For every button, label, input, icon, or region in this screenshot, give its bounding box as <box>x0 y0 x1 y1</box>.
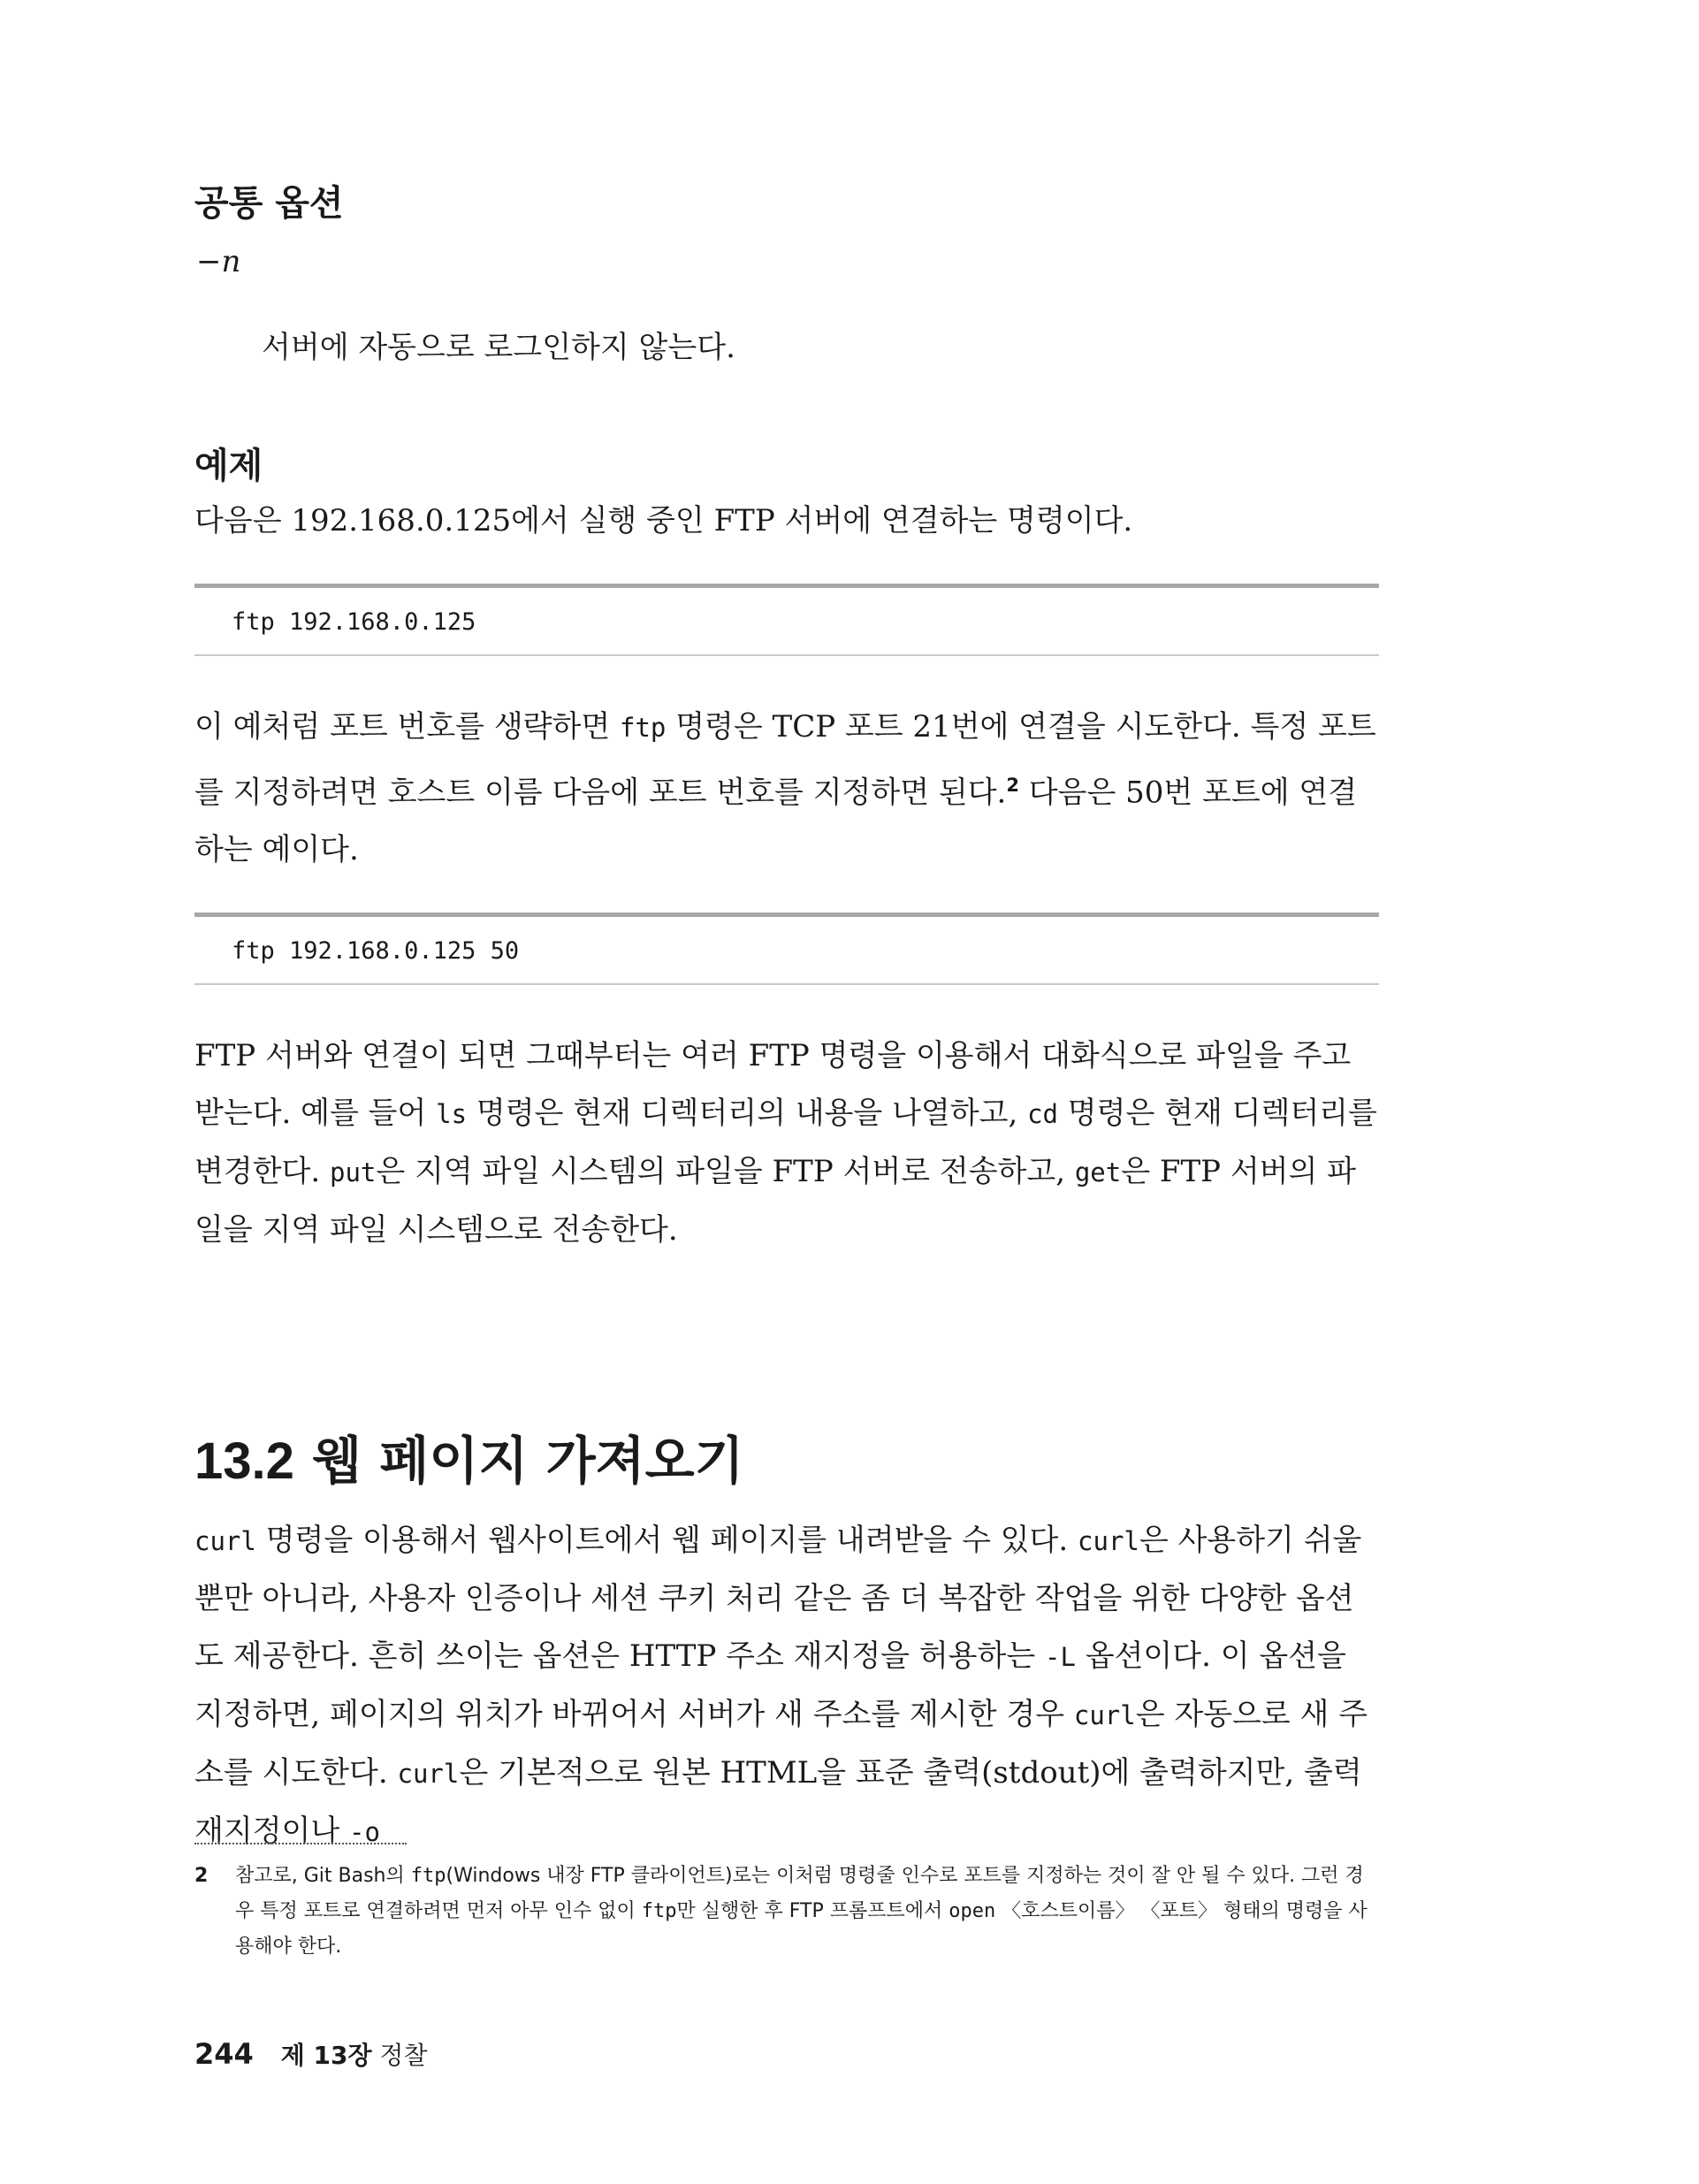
paragraph-port: 이 예처럼 포트 번호를 생략하면 ftp 명령은 TCP 포트 21번에 연결을 시도한다. 특정 포트를 지정하려면 호스트 이름 다음에 포트 번호를 지정하면 된다.$^2$ 다음은 50번 포트에 연결하는 예이다. <box>194 709 1376 868</box>
footnote-separator <box>194 1843 407 1844</box>
page-number: 244 <box>194 2037 254 2071</box>
option-description: 서버에 자동으로 로그인하지 않는다. <box>262 330 735 365</box>
footnote <box>194 1859 1379 1965</box>
code-block-rule-bottom <box>194 983 1379 985</box>
code-block-1: ftp 192.168.0.125 <box>232 608 476 636</box>
footnote-ref: 2 <box>1006 775 1019 796</box>
footnote-number: 2 <box>194 1865 209 1887</box>
inline-code-get: get <box>1074 1157 1122 1187</box>
inline-code-cd: cd <box>1027 1099 1058 1129</box>
code-block-rule-bottom <box>194 654 1379 656</box>
page-footer <box>194 2036 428 2072</box>
heading-common-options: 공통 옵션 <box>194 183 344 224</box>
inline-code-ls: ls <box>436 1099 468 1129</box>
chapter-label: 제 13장 <box>280 2041 372 2070</box>
footnote-text: 참고로, Git Bash의 ftp(Windows 내장 FTP 클라이언트)로는 이처럼 명령줄 인수로 포트를 지정하는 것이 잘 안 될 수 있다. 그런 경우 특정 포트로 연결하려면 먼저 아무 인수 없이 ftp만 실행한 후 FTP 프롬프트에서 open 〈호스트이름〉 〈포트〉 형태의 명령을 사용해야 한다. <box>235 1865 1368 1958</box>
chapter-title: 정찰 <box>379 2041 428 2070</box>
code-block-rule-top <box>194 913 1379 917</box>
inline-code-put: put <box>330 1157 377 1187</box>
section-number: 13.2 <box>194 1432 294 1490</box>
example-intro: 다음은 192.168.0.125에서 실행 중인 FTP 서버에 연결하는 명령이다. <box>194 503 1133 538</box>
section-title: 웹 페이지 가져오기 <box>312 1431 744 1491</box>
heading-example: 예제 <box>194 446 263 486</box>
code-block-2: ftp 192.168.0.125 50 <box>232 937 520 965</box>
option-flag: −n <box>196 244 241 279</box>
code-block-rule-top <box>194 584 1379 588</box>
paragraph-ftp-commands: FTP 서버와 연결이 되면 그때부터는 여러 FTP 명령을 이용해서 대화식으로 파일을 주고받는다. 예를 들어 ls 명령은 현재 디렉터리의 내용을 나열하고, cd 명령은 현재 디렉터리를 변경한다. put은 지역 파일 시스템의 파일을 FTP 서버로 전송하고, get은 FTP 서버의 파일을 지역 파일 시스템으로 전송한다. <box>194 1038 1377 1248</box>
section-heading <box>194 1419 744 1493</box>
inline-code-ftp: ftp <box>620 713 667 743</box>
paragraph-curl: curl 명령을 이용해서 웹사이트에서 웹 페이지를 내려받을 수 있다. curl은 사용하기 쉬울 뿐만 아니라, 사용자 인증이나 세션 쿠키 처리 같은 좀 더 복잡한 작업을 위한 다양한 옵션도 제공한다. 흔히 쓰이는 옵션은 HTTP 주소 재지정을 허용하는 -L 옵션이다. 이 옵션을 지정하면, 페이지의 위치가 바뀌어서 서버가 새 주소를 제시한 경우 curl은 자동으로 새 주소를 시도한다. curl은 기본적으로 원본 HTML을 표준 출력(stdout)에 출력하지만, 출력 재지정이나 -o <box>194 1523 1368 1849</box>
